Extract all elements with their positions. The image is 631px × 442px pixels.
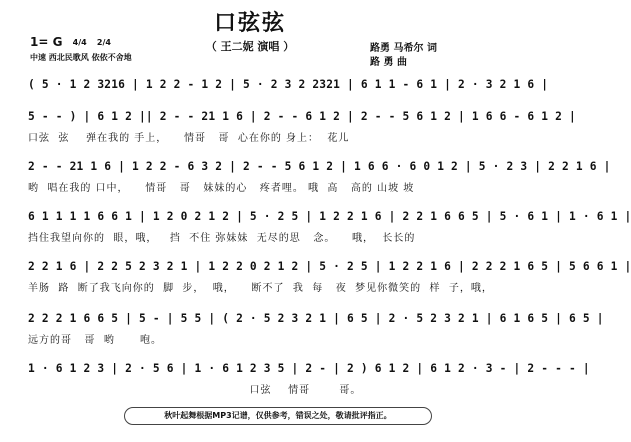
- score-row-6: [28, 312, 604, 352]
- lyric-line: 哟 唱在我的 口中， 情哥 哥 妹妹的心 疼者哩。 哦 高 高的 山坡 坡: [28, 183, 415, 194]
- lyric-line: 口弦 情哥 哥。: [28, 385, 362, 396]
- key-text: 1= G: [30, 35, 63, 49]
- lyric-line: 口弦 弦 弹在我的 手上， 情哥 哥 心在你的 身上： 花儿: [28, 133, 350, 144]
- tempo-marking: 中速 西北民歌风 依依不舍地: [30, 53, 132, 62]
- score-row-3: [28, 160, 611, 200]
- transcription-note: 秋叶起舞根据MP3记谱，仅供参考，错误之处，敬请批评指正。: [124, 407, 432, 425]
- time-signature-2: 2/4: [96, 37, 111, 47]
- notation-line: 1 · 6 1 2 3 | 2 · 5 6 | 1 · 6 1 2 3 5 | 2 - | 2 ) 6 1 2 | 6 1 2 · 3 - | 2 - - - |: [28, 362, 590, 375]
- notation-line: 2 2 1 6 | 2 2 5 2 3 2 1 | 1 2 2 0 2 1 2 | 5 · 2 5 | 1 2 2 1 6 | 2 2 2 1 6 5 | 5 6 6 1 |: [28, 260, 631, 273]
- time-signature-1: 4/4: [72, 37, 87, 47]
- score-row-5: [28, 260, 631, 300]
- score-row-2: [28, 110, 576, 150]
- lyricist-credit: 路勇 马希尔 词: [370, 43, 437, 54]
- score-row-7: [28, 362, 590, 402]
- key-signature: [30, 35, 111, 49]
- song-title: 口弦弦: [213, 11, 286, 36]
- lyric-line: 挡住我望向你的 眼，哦， 挡 不住 弥妹妹 无尽的思 念。 哦， 长长的: [28, 233, 416, 244]
- score-row-4: [28, 210, 631, 250]
- composer-credit: 路 勇 曲: [370, 57, 407, 68]
- lyric-line: 远方的哥 哥 哟 咆。: [28, 335, 162, 346]
- lyric-line: 羊肠 路 断了我飞向你的 脚 步， 哦， 断不了 我 每 夜 梦见你微笑的 样 子，哦，: [28, 283, 493, 294]
- notation-line: 5 - - ) | 6 1 2 || 2 - - 21 1 6 | 2 - - 6 1 2 | 2 - - 5 6 1 2 | 1 6 6 - 6 1 2 |: [28, 110, 576, 123]
- singer-line: （ 王二妮 演唱 ）: [205, 40, 295, 53]
- notation-line: 2 2 2 1 6 6 5 | 5 - | 5 5 | ( 2 · 5 2 3 2 1 | 6 5 | 2 · 5 2 3 2 1 | 6 1 6 5 | 6 5 |: [28, 312, 604, 325]
- notation-line: ( 5 · 1 2 3216 | 1 2 2 - 1 2 | 5 · 2 3 2 2321 | 6 1 1 - 6 1 | 2 · 3 2 1 6 |: [28, 78, 549, 91]
- notation-line: 2 - - 21 1 6 | 1 2 2 - 6 3 2 | 2 - - 5 6 1 2 | 1 6 6 · 6 0 1 2 | 5 · 2 3 | 2 2 1 6 |: [28, 160, 611, 173]
- notation-line: 6 1 1 1 1 6 6 1 | 1 2 0 2 1 2 | 5 · 2 5 | 1 2 2 1 6 | 2 2 1 6 6 5 | 5 · 6 1 | 1 · 6 1 |: [28, 210, 631, 223]
